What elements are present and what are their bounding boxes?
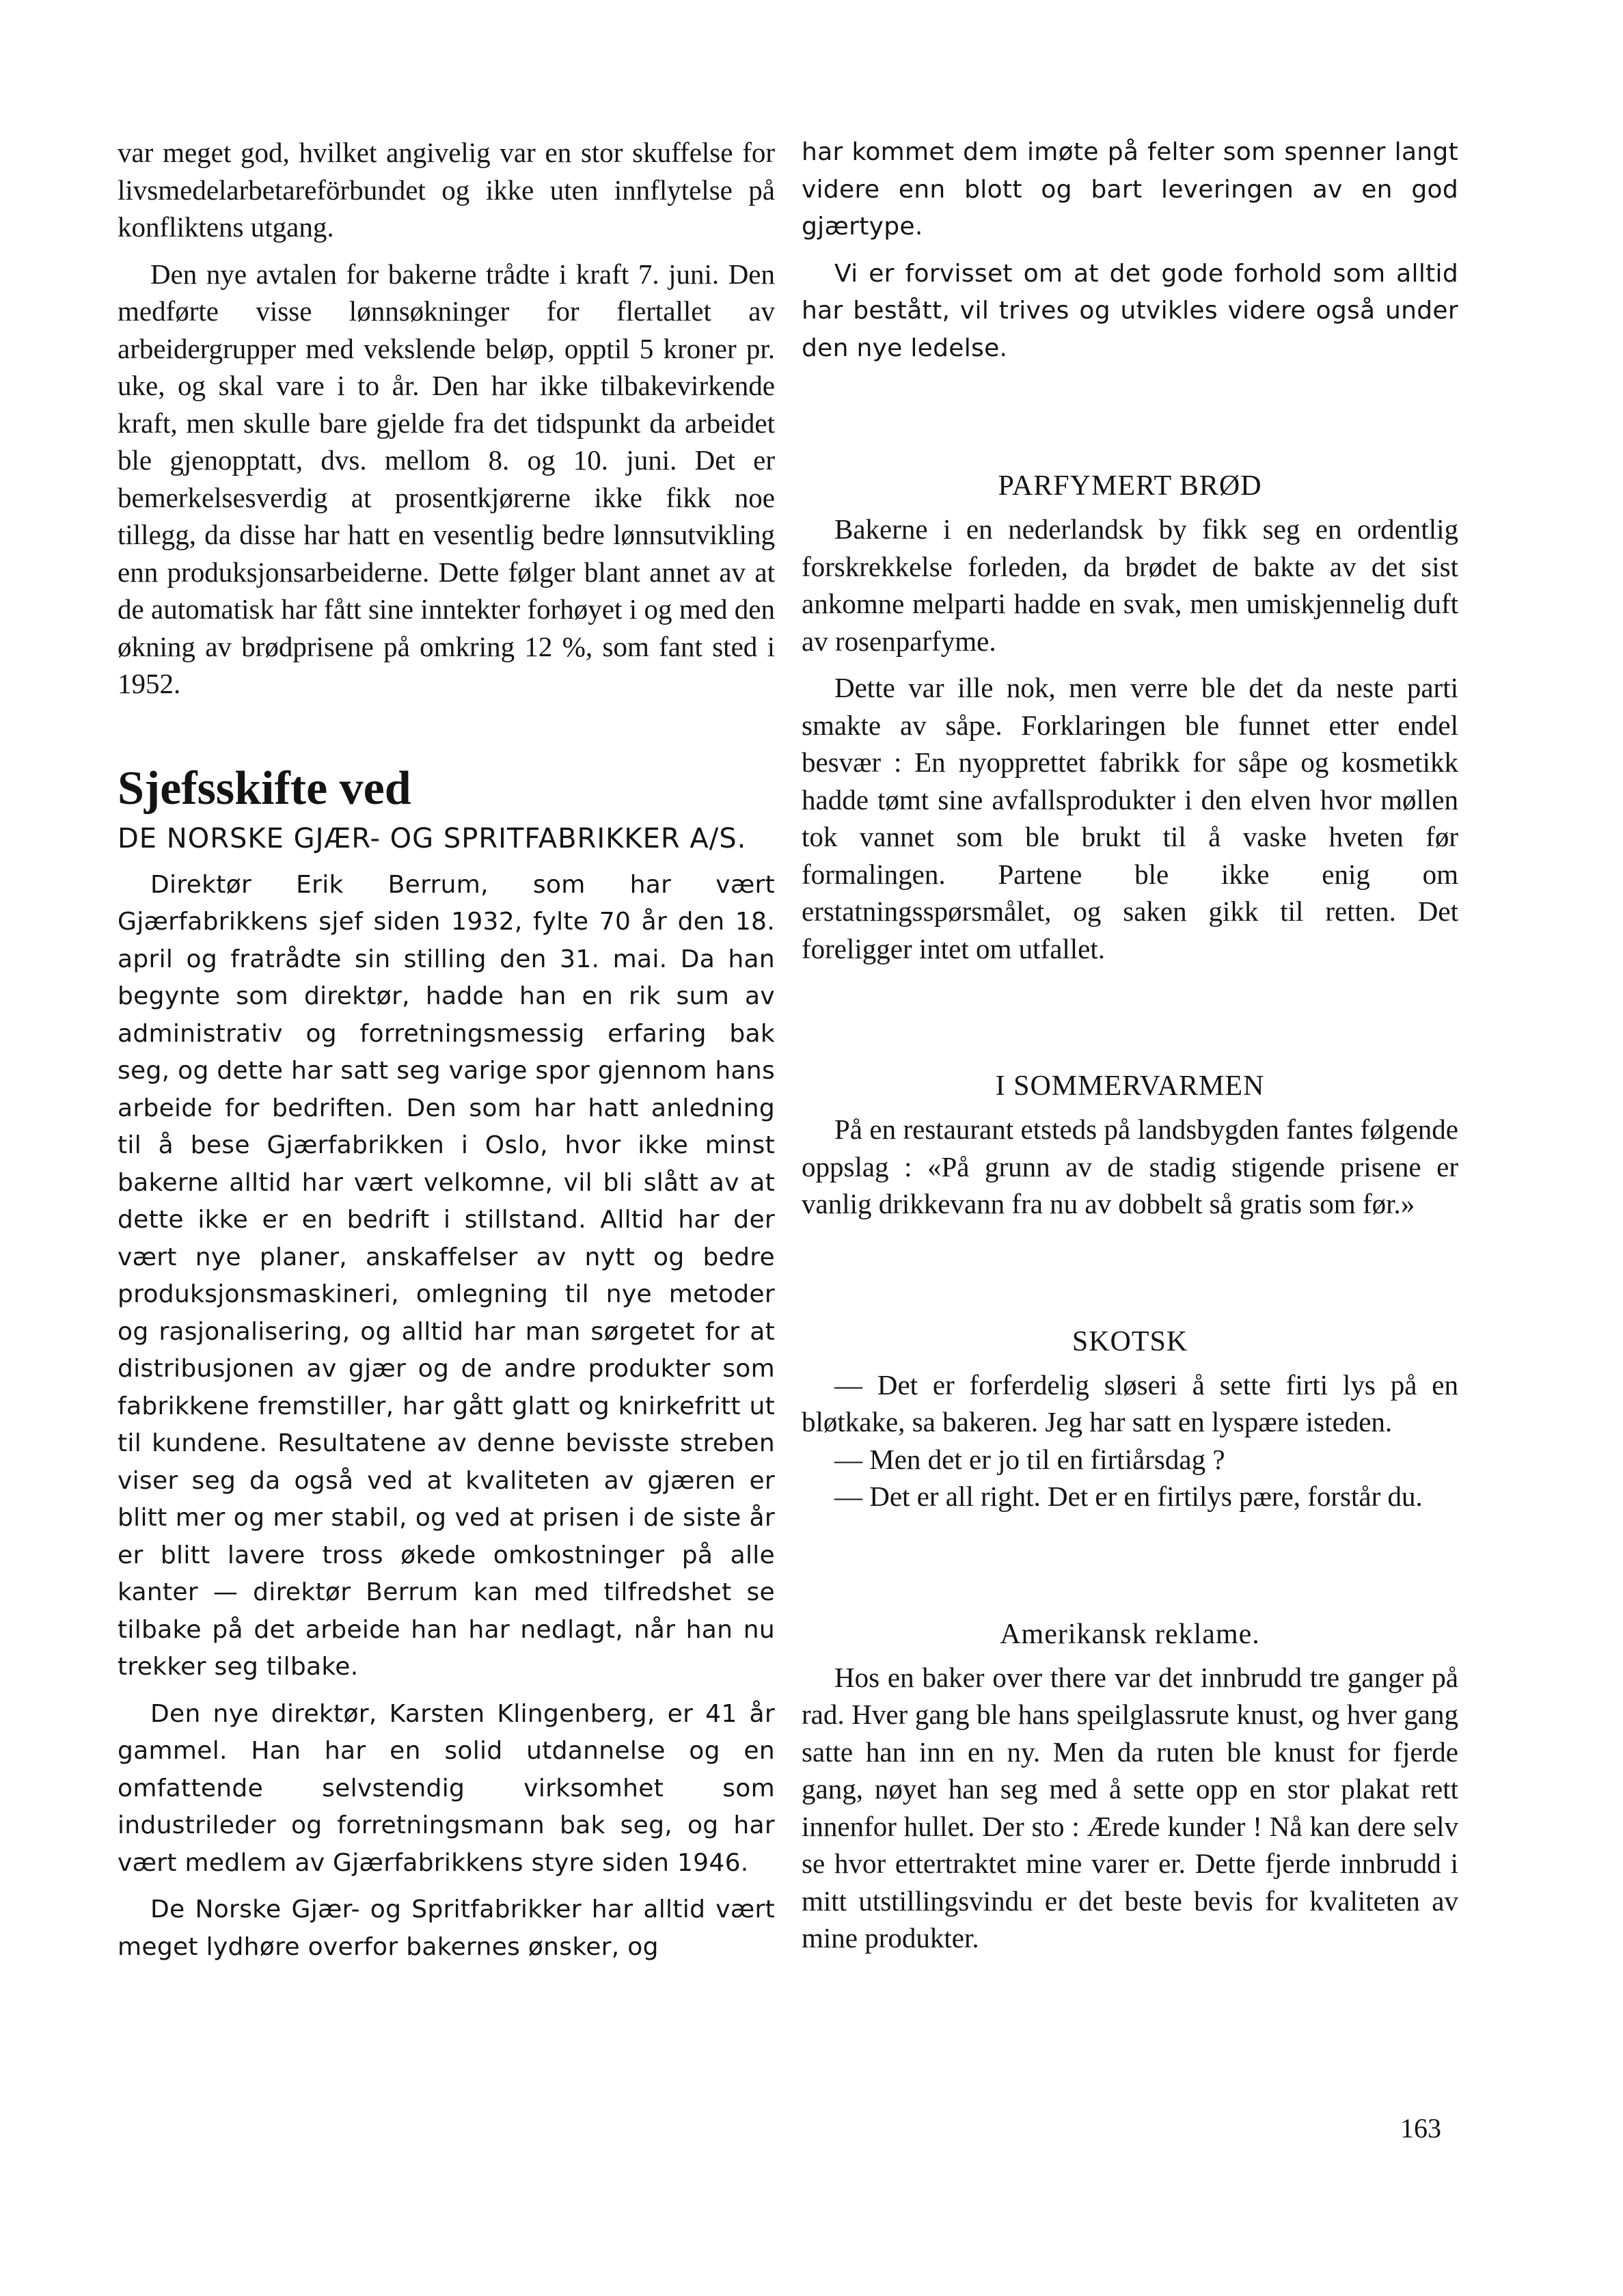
- article-paragraph-2: Den nye direktør, Karsten Klingenberg, er 41 år gammel. Han har en solid utdannelse og en omfattende selvstendig virksomhet som industrileder og forretningsmann bak seg, og har vært medlem av Gjærfabrikkens styre siden 1946.: [118, 1699, 775, 1877]
- section4-paragraph-1: Hos en baker over there var det innbrudd tre ganger på rad. Hver gang ble hans speilglassrute knust, og hver gang satte han inn en ny. Men da ruten ble knust for fjerde gang, nøyet han seg med å sette opp en stor plakat rett innenfor hullet. Der sto : Ærede kunder ! Nå kan dere selv se hvor ettertraktet mine varer er. Dette fjerde innbrudd i mitt utstillingsvindu er det beste bevis for kvaliteten av mine produkter.: [802, 1661, 1458, 1954]
- continuation-paragraph-2: Vi er forvisset om at det gode forhold som alltid har bestått, vil trives og utvikles videre også under den nye ledelse.: [802, 259, 1458, 362]
- section3-paragraph-1: — Det er forferdelig sløseri å sette firti lys på en bløtkake, sa bakeren. Jeg har satt en lyspære isteden.: [802, 1368, 1458, 1437]
- continuation-paragraph-1: har kommet dem imøte på felter som spenner langt videre enn blott og bart leveringen av en god gjærtype.: [802, 138, 1458, 241]
- article-paragraph-1: Direktør Erik Berrum, som har vært Gjærfabrikkens sjef siden 1932, fylte 70 år den 18. april og fratrådte sin stilling den 31. mai. Da han begynte som direktør, hadde han en rik sum av administrativ og forretningsmessig erfaring bak seg, og dette har satt seg varige spor gjennom hans arbeide for bedriften. Den som har hatt anledning til å bese Gjærfabrikken i Oslo, hvor ikke minst bakerne alltid har vært velkomne, vil bli slått av at dette ikke er en bedrift i stillstand. Alltid har der vært nye planer, anskaffelser av nytt og bedre produksjonsmaskineri, omlegning til nye metoder og rasjonalisering, og alltid har man sørgetet for at distribusjonen av gjær og de andre produkter som fabrikkene fremstiller, har gått glatt og knirkefritt ut til kundene. Resultatene av denne bevisste streben viser seg da også ved at kvaliteten av gjæren er blitt mer og mer stabil, og ved at prisen i de siste år er blitt lavere tross økede omkostninger på alle kanter — direktør Berrum kan med tilfredshet se tilbake på det arbeide han har nedlagt, når han nu trekker seg tilbake.: [118, 870, 776, 1681]
- section-heading-parfymert: PARFYMERT BRØD: [998, 470, 1262, 502]
- section-heading-skotsk: SKOTSK: [1072, 1325, 1188, 1358]
- intro-paragraph-1: var meget god, hvilket angivelig var en stor skuffelse for livsmedelarbetareförbundet og ikke uten innflytelse på konfliktens utgang.: [118, 137, 775, 243]
- section3-paragraph-3: — Det er all right. Det er en firtilys pære, forstår du.: [834, 1481, 1423, 1512]
- article-paragraph-3: De Norske Gjær- og Spritfabrikker har alltid vært meget lydhøre overfor bakernes ønsker, og: [118, 1895, 775, 1961]
- section1-paragraph-1: Bakerne i en nederlandsk by fikk seg en ordentlig forskrekkelse forleden, da brødet de bakte av det sist ankomne melparti hadde en svak, men umiskjennelig duft av rosenparfyme.: [802, 513, 1458, 657]
- article-title: Sjefsskifte ved: [118, 761, 411, 815]
- section1-paragraph-2: Dette var ille nok, men verre ble det da neste parti smakte av såpe. Forklaringen ble funnet etter endel besvær : En nyopprettet fabrikk for såpe og kosmetikk hadde tømt sine avfallsprodukter i den elven hvor møllen tok vannet som ble brukt til å vaske hveten før formalingen. Partene ble ikke enig om erstatningsspørsmålet, og saken gikk til retten. Det foreligger intet om utfallet.: [802, 672, 1458, 964]
- page-number: 163: [1400, 2113, 1441, 2144]
- section-heading-sommervarmen: I SOMMERVARMEN: [995, 1070, 1265, 1102]
- section-heading-amerikansk: Amerikansk reklame.: [1000, 1618, 1260, 1650]
- section3-paragraph-2: — Men det er jo til en firtiårsdag ?: [834, 1443, 1225, 1475]
- right-column: [802, 134, 1458, 1957]
- article-subtitle: DE NORSKE GJÆR- OG SPRITFABRIKKER A/S.: [118, 822, 747, 854]
- intro-paragraph-2: Den nye avtalen for bakerne trådte i kraft 7. juni. Den medførte visse lønnsøkninger for flertallet av arbeidergrupper med vekslende beløp, opptil 5 kroner pr. uke, og skal vare i to år. Den har ikke tilbakevirkende kraft, men skulle bare gjelde fra det tidspunkt da arbeidet ble gjenopptatt, dvs. mellom 8. og 10. juni. Det er bemerkelsesverdig at prosentkjørerne ikke fikk noe tillegg, da disse har hatt en vesentlig bedre lønnsutvikling enn produksjonsarbeiderne. Dette følger blant annet av at de automatisk har fått sine inntekter forhøyet i og med den økning av brødprisene på omkring 12 %, som fant sted i 1952.: [118, 258, 775, 699]
- section2-paragraph-1: På en restaurant etsteds på landsbygden fantes følgende oppslag : «På grunn av de stadig stigende prisene er vanlig drikkevann fra nu av dobbelt så gratis som før.»: [802, 1113, 1458, 1219]
- left-column: [118, 134, 775, 1966]
